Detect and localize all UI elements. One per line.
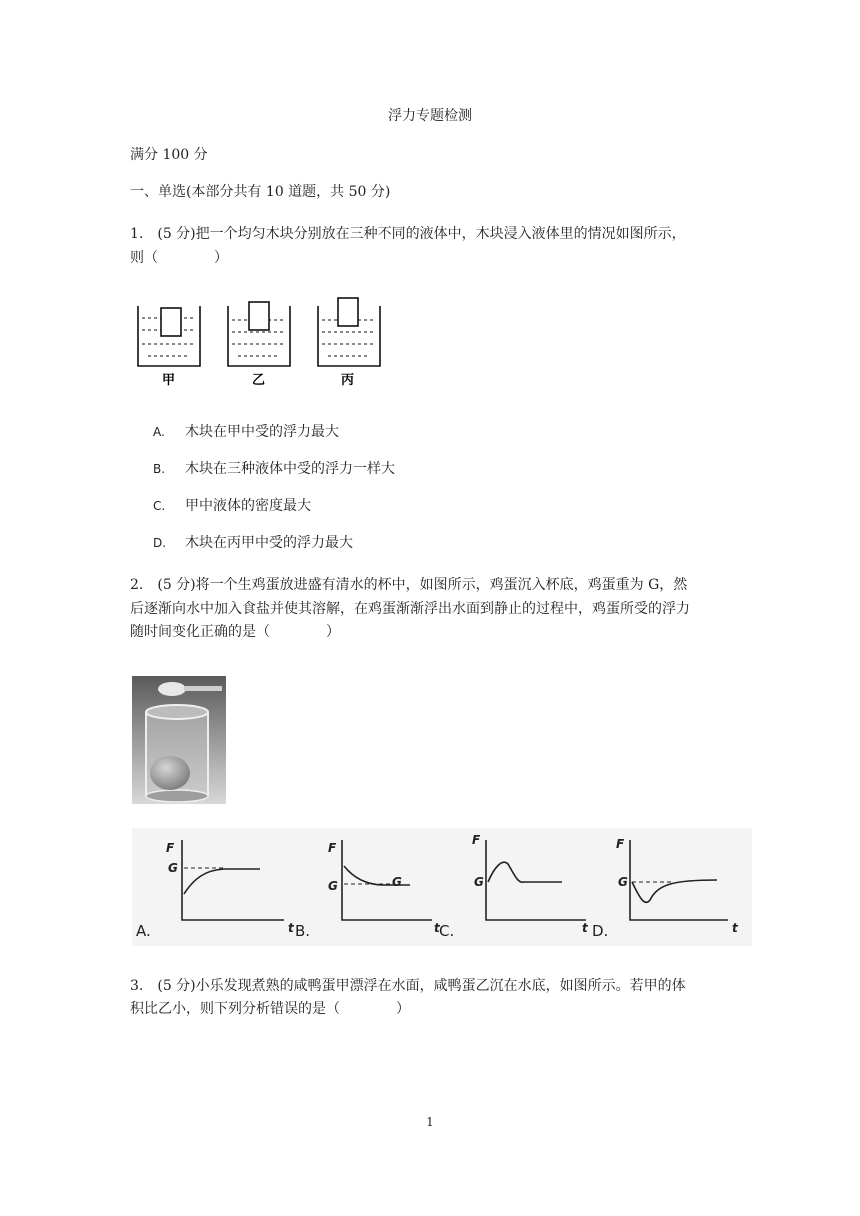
page-title: 浮力专题检测 <box>388 108 472 124</box>
graph-a-y-label: F <box>166 841 175 855</box>
q2-graph-options <box>132 828 752 946</box>
graph-d-x-label: t <box>732 921 738 935</box>
q2-stem-line1: 2. (5 分)将一个生鸡蛋放进盛有清水的杯中，如图所示，鸡蛋沉入杯底，鸡蛋重为 G，然 <box>130 577 688 593</box>
graph-a-option: A. <box>136 922 151 940</box>
q1-option-b[interactable] <box>153 459 395 479</box>
option-label: C. <box>153 499 166 513</box>
q3-stem-line2: 积比乙小，则下列分析错误的是（ ） <box>130 1001 410 1017</box>
graph-b-level-label: G <box>328 879 338 893</box>
graph-d-option: D. <box>592 922 609 940</box>
option-label: A. <box>153 425 165 439</box>
option-text: 木块在丙甲中受的浮力最大 <box>185 535 353 551</box>
graph-b-y-label: F <box>328 841 337 855</box>
full-score: 满分 100 分 <box>130 147 208 163</box>
graph-a-x-label: t <box>288 921 294 935</box>
figure-label-bing: 丙 <box>341 373 355 388</box>
page-number: 1 <box>426 1115 434 1129</box>
q2-stem-line2: 后逐渐向水中加入食盐并使其溶解，在鸡蛋渐渐浮出水面到静止的过程中，鸡蛋所受的浮力 <box>130 601 690 617</box>
graph-d-y-label: F <box>616 837 625 851</box>
graph-b-x-label: t <box>434 921 440 935</box>
graph-c-level-label: G <box>474 875 484 889</box>
graph-c-y-label: F <box>472 833 481 847</box>
figure-label-yi: 乙 <box>252 373 266 388</box>
q1-beakers-figure <box>130 290 390 390</box>
graph-c-option: C. <box>439 922 455 940</box>
graph-d-level-label: G <box>618 875 628 889</box>
q1-option-a[interactable] <box>153 422 339 442</box>
q1-stem-line2: 则（ ） <box>130 250 228 266</box>
q2-stem-line3: 随时间变化正确的是（ ） <box>130 624 340 640</box>
q1-option-d[interactable] <box>153 533 353 553</box>
egg-in-cup-photo <box>132 676 226 804</box>
q1-stem-line1: 1. (5 分)把一个均匀木块分别放在三种不同的液体中，木块浸入液体里的情况如图所示， <box>130 226 686 242</box>
q3-stem-line1: 3. (5 分)小乐发现煮熟的咸鸭蛋甲漂浮在水面，咸鸭蛋乙沉在水底，如图所示。若甲的体 <box>130 978 686 994</box>
section-heading: 一、单选(本部分共有 10 道题，共 50 分) <box>130 184 391 200</box>
q1-option-c[interactable] <box>153 496 311 516</box>
graph-b-level-label-right: G <box>392 875 402 889</box>
graph-a-level-label: G <box>168 861 178 875</box>
graph-c-x-label: t <box>582 921 588 935</box>
figure-label-jia: 甲 <box>162 373 176 388</box>
option-label: B. <box>153 462 166 476</box>
option-label: D. <box>153 536 167 550</box>
option-text: 甲中液体的密度最大 <box>185 498 311 514</box>
graph-b-option: B. <box>295 922 311 940</box>
option-text: 木块在甲中受的浮力最大 <box>185 424 339 440</box>
option-text: 木块在三种液体中受的浮力一样大 <box>185 461 395 477</box>
